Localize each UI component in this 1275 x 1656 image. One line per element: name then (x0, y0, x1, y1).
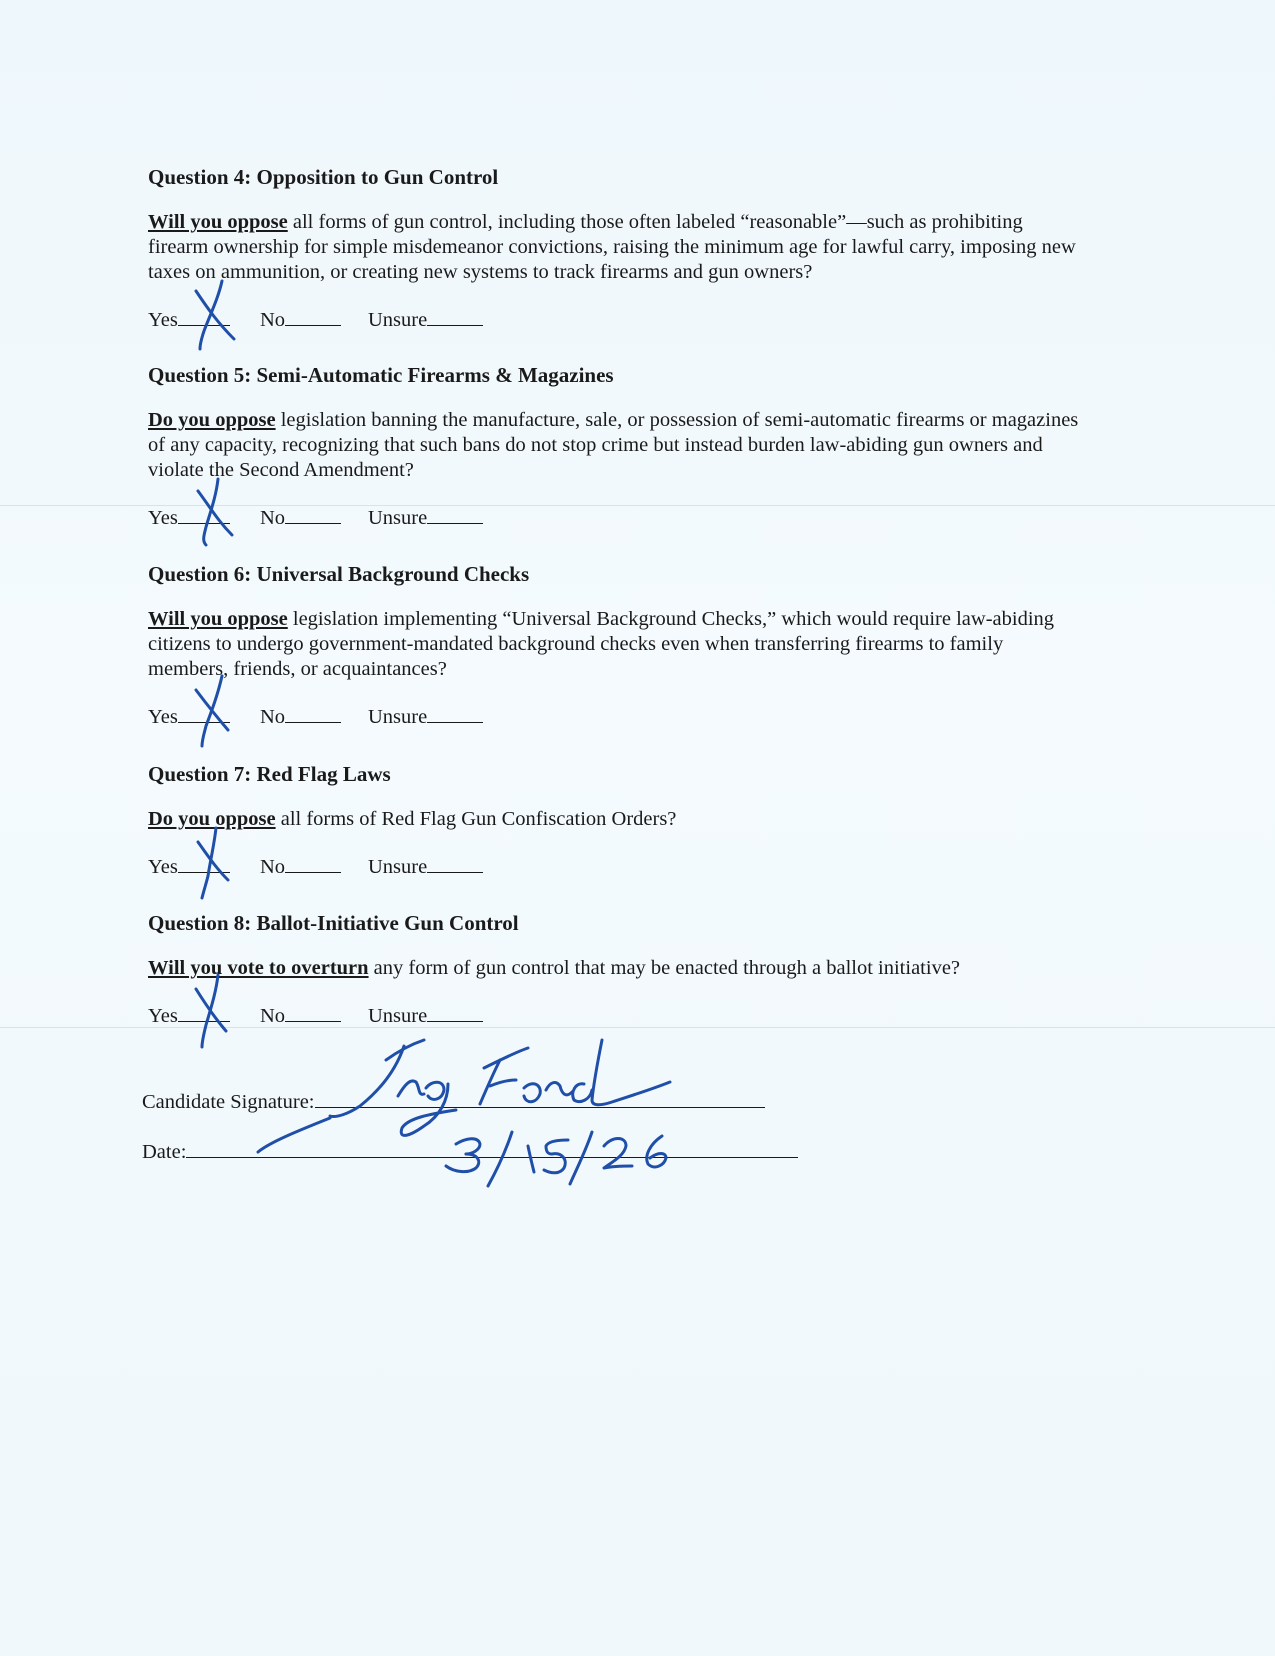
question-lead: Will you oppose (148, 608, 288, 630)
question-6 (148, 561, 1088, 732)
yes-label: Yes (148, 706, 178, 728)
date-row (142, 1139, 798, 1164)
question-title: Question 5: Semi-Automatic Firearms & Magazines (148, 363, 614, 387)
question-text (148, 607, 1088, 682)
question-4 (148, 164, 1088, 335)
question-title: Question 6: Universal Background Checks (148, 562, 530, 586)
no-option[interactable] (260, 1003, 341, 1028)
unsure-option[interactable] (368, 307, 483, 332)
signature-line[interactable] (315, 1089, 765, 1108)
answer-row (148, 854, 1088, 882)
question-lead: Will you vote to overturn (148, 957, 369, 979)
date-label: Date: (142, 1141, 187, 1163)
no-label: No (260, 706, 286, 728)
unsure-label: Unsure (368, 1005, 428, 1027)
unsure-label: Unsure (368, 309, 428, 331)
yes-label: Yes (148, 507, 178, 529)
unsure-option[interactable] (368, 505, 483, 530)
question-body: legislation banning the manufacture, sale, or possession of semi-automatic firearms or magazines of any capacity, recognizing that such bans do not stop crime but instead burden law-abiding gun owners and violate the Second Amendment? (148, 409, 1079, 481)
yes-label: Yes (148, 1005, 178, 1027)
question-text (148, 408, 1088, 483)
answer-row (148, 505, 1088, 533)
no-blank (285, 704, 341, 723)
unsure-blank (427, 1003, 483, 1022)
no-option[interactable] (260, 704, 341, 729)
x-mark-icon (188, 975, 246, 1047)
question-7 (148, 761, 1088, 882)
question-title: Question 4: Opposition to Gun Control (148, 165, 499, 189)
answer-row (148, 307, 1088, 335)
date-line[interactable] (186, 1139, 798, 1158)
question-title: Question 8: Ballot-Initiative Gun Control (148, 911, 519, 935)
question-5 (148, 362, 1088, 533)
question-text (148, 807, 1088, 832)
answer-row (148, 704, 1088, 732)
question-body: all forms of Red Flag Gun Confiscation Orders? (275, 808, 677, 830)
question-title: Question 7: Red Flag Laws (148, 762, 391, 786)
unsure-option[interactable] (368, 854, 483, 879)
question-body: any form of gun control that may be enacted through a ballot initiative? (368, 957, 961, 979)
unsure-blank (427, 307, 483, 326)
no-option[interactable] (260, 854, 341, 879)
no-label: No (260, 856, 286, 878)
no-label: No (260, 1005, 286, 1027)
unsure-label: Unsure (368, 507, 428, 529)
x-mark-icon (188, 279, 246, 351)
question-8 (148, 910, 1088, 1031)
no-option[interactable] (260, 307, 341, 332)
yes-label: Yes (148, 309, 178, 331)
x-mark-icon (188, 826, 246, 898)
no-label: No (260, 309, 286, 331)
no-option[interactable] (260, 505, 341, 530)
unsure-blank (427, 505, 483, 524)
question-text (148, 956, 1088, 981)
x-mark-icon (188, 477, 246, 549)
unsure-option[interactable] (368, 704, 483, 729)
unsure-blank (427, 854, 483, 873)
question-text (148, 210, 1088, 285)
question-body: legislation implementing “Universal Background Checks,” which would require law-abiding citizens to undergo government-mandated background checks even when transferring firearms to family members, friends, or acquaintances? (148, 608, 1055, 680)
unsure-label: Unsure (368, 706, 428, 728)
no-label: No (260, 507, 286, 529)
no-blank (285, 307, 341, 326)
question-lead: Will you oppose (148, 211, 288, 233)
no-blank (285, 854, 341, 873)
signature-label: Candidate Signature: (142, 1091, 315, 1113)
signature-row (142, 1089, 765, 1114)
question-lead: Do you oppose (148, 808, 276, 830)
question-body: all forms of gun control, including those often labeled “reasonable”—such as prohibiting firearm ownership for simple misdemeanor convictions, raising the minimum age for lawful carry, imposing new taxes on ammunition, or creating new systems to track firearms and gun owners? (148, 211, 1076, 283)
no-blank (285, 1003, 341, 1022)
unsure-label: Unsure (368, 856, 428, 878)
unsure-blank (427, 704, 483, 723)
no-blank (285, 505, 341, 524)
question-lead: Do you oppose (148, 409, 276, 431)
answer-row (148, 1003, 1088, 1031)
yes-label: Yes (148, 856, 178, 878)
unsure-option[interactable] (368, 1003, 483, 1028)
x-mark-icon (188, 676, 246, 748)
